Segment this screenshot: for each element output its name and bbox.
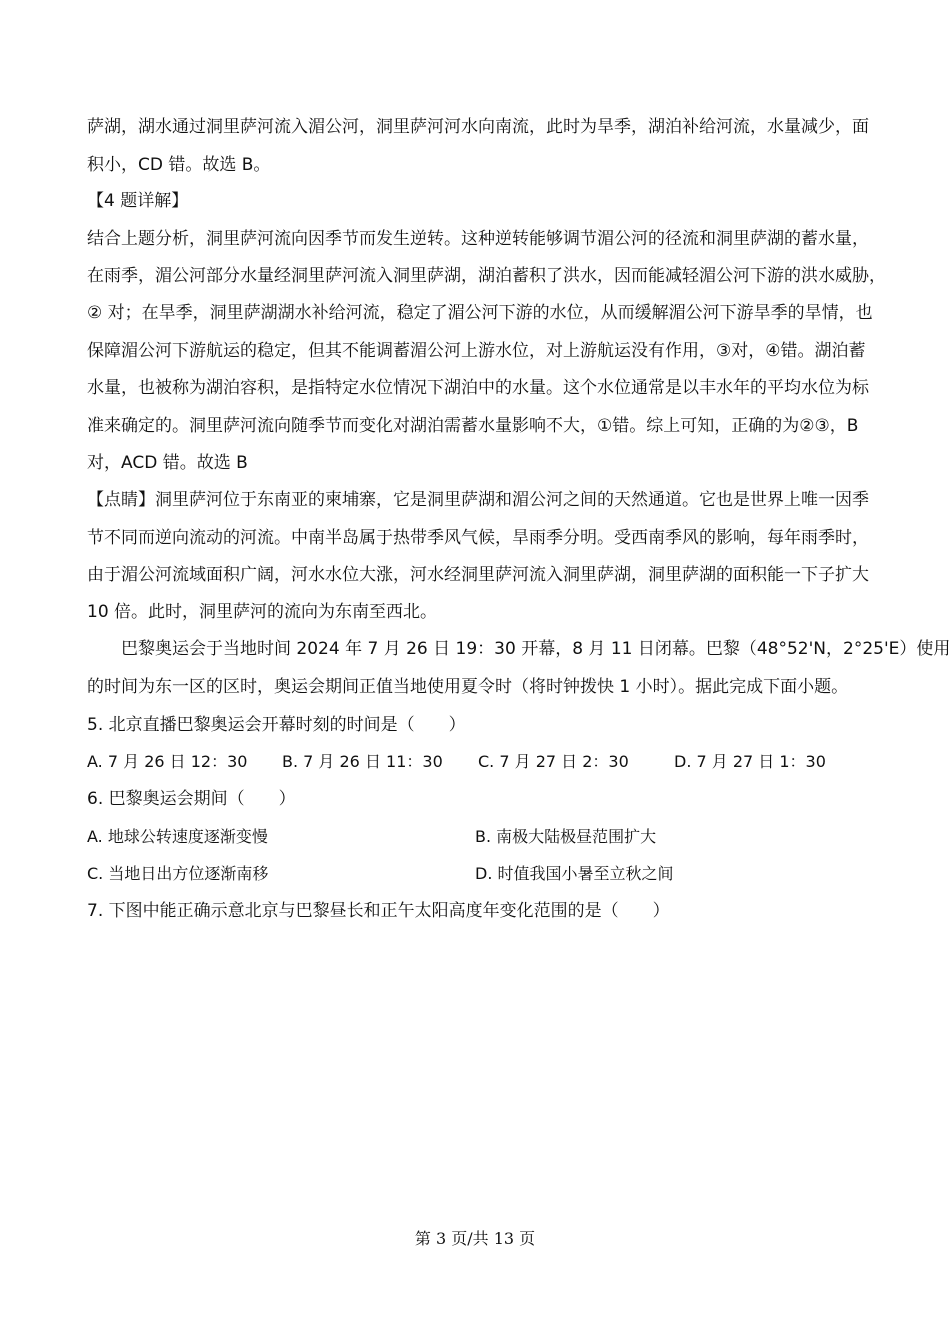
continuation-line-1: 萨湖，湖水通过洞里萨河流入湄公河，洞里萨河河水向南流，此时为旱季，湖泊补给河流，水量减少，面 (87, 117, 869, 137)
q5-option-d: D. 7 月 27 日 1：30 (674, 752, 826, 771)
q4-line: 在雨季，湄公河部分水量经洞里萨河流入洞里萨湖，湖泊蓄积了洪水，因而能减轻湄公河下游的洪水威胁， (87, 266, 886, 286)
dianjing-line: 【点睛】洞里萨河位于东南亚的柬埔寨，它是洞里萨湖和湄公河之间的天然通道。它也是世界上唯一因季 (87, 490, 869, 510)
dianjing-line: 10 倍。此时，洞里萨河的流向为东南至西北。 (87, 602, 438, 622)
q5-stem: 5. 北京直播巴黎奥运会开幕时刻的时间是（ ） (87, 715, 466, 735)
q5-option-b: B. 7 月 26 日 11：30 (282, 752, 443, 771)
q4-line: ② 对；在旱季，洞里萨湖湖水补给河流，稳定了湄公河下游的水位，从而缓解湄公河下游旱季的旱情，也 (87, 303, 873, 323)
q4-line: 对，ACD 错。故选 B (87, 453, 248, 473)
q4-line: 水量，也被称为湖泊容积，是指特定水位情况下湖泊中的水量。这个水位通常是以丰水年的平均水位为标 (87, 378, 869, 398)
q6-option-d: D. 时值我国小暑至立秋之间 (475, 864, 674, 883)
q4-line: 结合上题分析，洞里萨河流向因季节而发生逆转。这种逆转能够调节湄公河的径流和洞里萨湖的蓄水量， (87, 229, 869, 249)
q6-option-c: C. 当地日出方位逐渐南移 (87, 864, 269, 883)
page-number-footer: 第 3 页/共 13 页 (414, 1229, 536, 1248)
q6-option-a: A. 地球公转速度逐渐变慢 (87, 827, 268, 846)
q4-header: 【4 题详解】 (87, 191, 189, 211)
q5-option-a: A. 7 月 26 日 12：30 (87, 752, 248, 771)
q7-stem: 7. 下图中能正确示意北京与巴黎昼长和正午太阳高度年变化范围的是（ ） (87, 901, 670, 921)
dianjing-line: 由于湄公河流域面积广阔，河水水位大涨，河水经洞里萨河流入洞里萨湖，洞里萨湖的面积能一下子扩大 (87, 565, 869, 585)
q4-line: 保障湄公河下游航运的稳定，但其不能调蓄湄公河上游水位，对上游航运没有作用，③对，④错。湖泊蓄 (87, 341, 866, 361)
continuation-line-2: 积小，CD 错。故选 B。 (87, 155, 271, 175)
q6-stem: 6. 巴黎奥运会期间（ ） (87, 789, 296, 809)
dianjing-line: 节不同而逆向流动的河流。中南半岛属于热带季风气候，旱雨季分明。受西南季风的影响，每年雨季时， (87, 528, 869, 548)
passage-line-2: 的时间为东一区的区时，奥运会期间正值当地使用夏令时（将时钟拨快 1 小时）。据此完成下面小题。 (87, 677, 849, 697)
q4-line: 准来确定的。洞里萨河流向随季节而变化对湖泊需蓄水量影响不大，①错。综上可知，正确的为②③，B (87, 416, 859, 436)
q6-option-b: B. 南极大陆极昼范围扩大 (475, 827, 657, 846)
passage-line-1: 巴黎奥运会于当地时间 2024 年 7 月 26 日 19：30 开幕，8 月 11 日闭幕。巴黎（48°52'N，2°25'E）使用 (121, 639, 950, 659)
q5-option-c: C. 7 月 27 日 2：30 (478, 752, 629, 771)
